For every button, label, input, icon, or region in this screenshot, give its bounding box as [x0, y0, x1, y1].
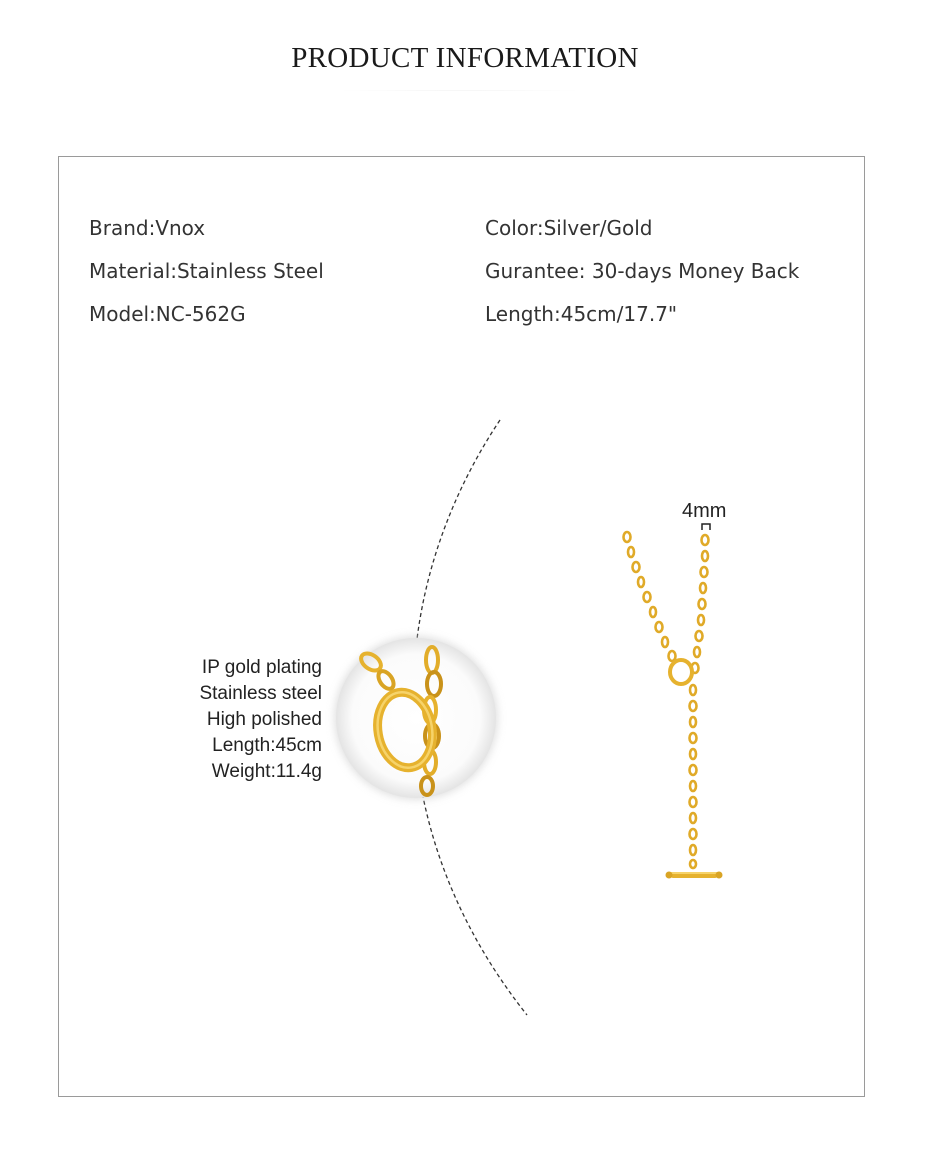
feature-plating: IP gold plating [201, 657, 322, 678]
feature-length: Length:45cm [212, 735, 322, 756]
chain-width-label: 4mm [682, 500, 727, 522]
necklace-toggle-ring [670, 660, 692, 684]
page-title: PRODUCT INFORMATION [291, 42, 639, 74]
spec-material: Material:Stainless Steel [89, 259, 324, 283]
feature-steel: Stainless steel [199, 683, 322, 704]
spec-color: Color:Silver/Gold [485, 216, 653, 240]
necklace-toggle-bar [666, 872, 723, 879]
feature-finish: High polished [206, 709, 322, 730]
spec-guarantee: Gurantee: 30-days Money Back [485, 259, 800, 283]
spec-model: Model:NC-562G [89, 302, 246, 326]
necklace-chain [624, 532, 709, 868]
feature-weight: Weight:11.4g [211, 761, 322, 782]
spec-brand: Brand:Vnox [89, 216, 206, 240]
dimension-bracket [702, 524, 710, 530]
feature-callout [150, 655, 322, 785]
spec-length: Length:45cm/17.7" [485, 302, 678, 326]
